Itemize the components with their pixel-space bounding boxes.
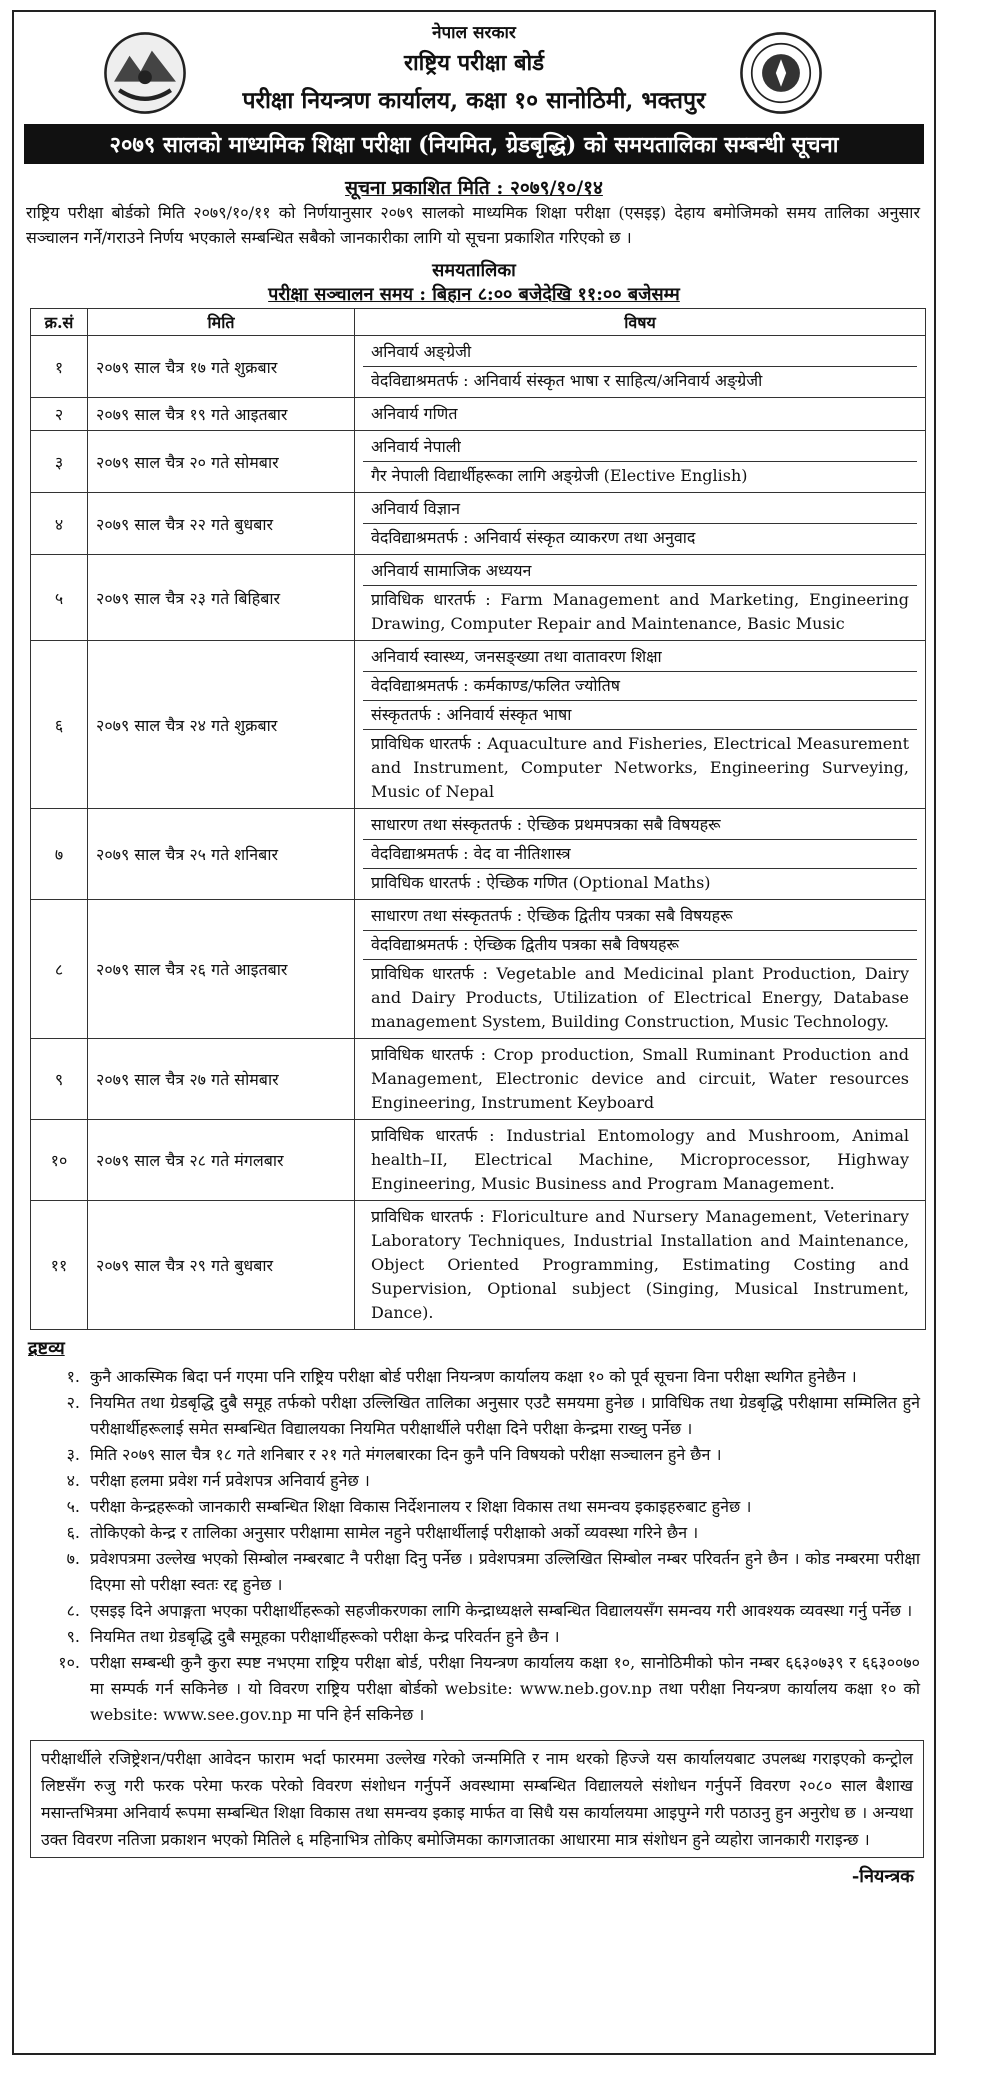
row-serial-number: ६ — [31, 641, 88, 809]
office-name: परीक्षा नियन्त्रण कार्यालय, कक्षा १० सानोठिमी, भक्तपुर — [242, 87, 706, 114]
row-date: २०७९ साल चैत्र २८ गते मंगलबार — [88, 1120, 355, 1201]
note-item — [14, 1650, 934, 1728]
note-number: ७. — [66, 1549, 80, 1568]
note-number: ३. — [66, 1445, 80, 1464]
row-date: २०७९ साल चैत्र १९ गते आइतबार — [88, 398, 355, 431]
row-serial-number: ५ — [31, 555, 88, 641]
nepal-emblem-icon — [102, 30, 188, 116]
table-row — [31, 1201, 926, 1330]
table-row — [31, 336, 926, 398]
subject-entry: अनिवार्य नेपाली — [363, 433, 917, 462]
note-text: तोकिएको केन्द्र र तालिका अनुसार परीक्षामा सामेल नहुने परीक्षार्थीलाई परीक्षाको अर्को व्यवस्था गरिने छैन । — [90, 1523, 699, 1542]
board-name: राष्ट्रिय परीक्षा बोर्ड — [403, 50, 544, 76]
subject-entry: साधारण तथा संस्कृततर्फ : ऐच्छिक द्वितीय पत्रका सबै विषयहरू — [363, 902, 917, 931]
table-row — [31, 1039, 926, 1120]
table-row — [31, 493, 926, 555]
correction-notice-box: परीक्षार्थीले रजिष्ट्रेशन/परीक्षा आवेदन फाराम भर्दा फारममा उल्लेख गरेको जन्ममिति र नाम थरको हिज्जे यस कार्यालयबाट उपलब्ध गराइएको कन्ट्रोल लिष्टसँग रुजु गरी फरक परेमा फरक परेको विवरण संशोधन गर्नुपर्ने अवस्थामा सम्बन्धित विद्यालयले संशोधन गर्नुपर्ने विवरण २०८० साल बैशाख मसान्तभित्रमा अनिवार्य रूपमा सम्बन्धित शिक्षा विकास तथा समन्वय इकाइ मार्फत वा सिधै यस कार्यालयमा आइपुग्ने गरी पठाउनु हुन अनुरोध छ । अन्यथा उक्त विवरण नतिजा प्रकाशन भएको मितिले ६ महिनाभित्र तोकिए बमोजिमका कागजातका आधारमा मात्र संशोधन हुने व्यहोरा जानकारी गराइन्छ । — [30, 1740, 924, 1858]
row-serial-number: १० — [31, 1120, 88, 1201]
table-row — [31, 641, 926, 809]
note-number: २. — [66, 1393, 80, 1412]
notice-title: २०७९ सालको माध्यमिक शिक्षा परीक्षा (नियमित, ग्रेडबृद्धि) को समयतालिका सम्बन्धी सूचना — [24, 124, 924, 164]
government-name: नेपाल सरकार — [432, 23, 516, 43]
row-serial-number: २ — [31, 398, 88, 431]
table-header-row — [31, 309, 926, 336]
row-serial-number: ७ — [31, 809, 88, 900]
note-number: ४. — [66, 1471, 80, 1490]
intro-paragraph: राष्ट्रिय परीक्षा बोर्डको मिति २०७९/१०/११ को निर्णयानुसार २०७९ सालको माध्यमिक शिक्षा परीक्षा (एसइइ) देहाय बमोजिमको समय तालिका अनुसार सञ्चालन गर्ने/गराउने निर्णय भएकाले सम्बन्धित सबैको जानकारीका लागि यो सूचना प्रकाशित गरिएको छ । — [26, 203, 920, 247]
row-date: २०७९ साल चैत्र २६ गते आइतबार — [88, 900, 355, 1039]
subject-entry: अनिवार्य अङ्ग्रेजी — [363, 338, 917, 367]
note-text: प्रवेशपत्रमा उल्लेख भएको सिम्बोल नम्बरबाट नै परीक्षा दिनु पर्नेछ । प्रवेशपत्रमा उल्लिखित सिम्बोल नम्बर परिवर्तन हुने छैन । कोड नम्बरमा परीक्षा दिएमा सो परीक्षा स्वतः रद्द हुनेछ । — [90, 1549, 920, 1594]
notice-header — [14, 12, 934, 122]
note-item — [14, 1442, 934, 1468]
subject-entry: वेदविद्याश्रमतर्फ : ऐच्छिक द्वितीय पत्रका सबै विषयहरू — [363, 931, 917, 960]
subject-entry: अनिवार्य सामाजिक अध्ययन — [363, 557, 917, 586]
note-item — [14, 1364, 934, 1390]
subject-entry: वेदविद्याश्रमतर्फ : वेद वा नीतिशास्त्र — [363, 840, 917, 869]
table-row — [31, 398, 926, 431]
note-item — [14, 1468, 934, 1494]
row-date: २०७९ साल चैत्र २७ गते सोमबार — [88, 1039, 355, 1120]
subject-entry: गैर नेपाली विद्यार्थीहरूका लागि अङ्ग्रेजी (Elective English) — [371, 466, 748, 485]
row-serial-number: १ — [31, 336, 88, 398]
note-item — [14, 1494, 934, 1520]
row-subjects — [355, 431, 926, 493]
subject-entry: प्राविधिक धारतर्फ : Crop production, Small Ruminant Production and Management, Electronic device and circuit, Water resources Engineering, Instrument Keyboard — [371, 1045, 909, 1112]
table-row — [31, 1120, 926, 1201]
header-sn: क्र.सं — [31, 309, 88, 336]
row-serial-number: ८ — [31, 900, 88, 1039]
note-text: परीक्षा सम्बन्धी कुनै कुरा स्पष्ट नभएमा राष्ट्रिय परीक्षा बोर्ड, परीक्षा नियन्त्रण कार्यालय कक्षा १०, सानोठिमीको फोन नम्बर ६६३०७३९ र ६६३००७० मा सम्पर्क गर्न सकिनेछ । यो विवरण राष्ट्रिय परीक्षा बोर्डको website: www.neb.gov.np तथा परीक्षा नियन्त्रण कार्यालय कक्षा १० को website: www.see.gov.np मा पनि हेर्न सकिनेछ । — [90, 1653, 920, 1724]
row-subjects — [355, 641, 926, 809]
row-serial-number: ११ — [31, 1201, 88, 1330]
note-text: कुनै आकस्मिक बिदा पर्न गएमा पनि राष्ट्रिय परीक्षा बोर्ड परीक्षा नियन्त्रण कार्यालय कक्षा १० को पूर्व सूचना विना परीक्षा स्थगित हुनेछैन । — [90, 1367, 857, 1386]
subject-entry: प्राविधिक धारतर्फ : ऐच्छिक गणित (Optional Maths) — [371, 873, 711, 892]
table-row — [31, 555, 926, 641]
row-date: २०७९ साल चैत्र २० गते सोमबार — [88, 431, 355, 493]
note-number: ५. — [66, 1497, 80, 1516]
subject-entry: अनिवार्य विज्ञान — [363, 495, 917, 524]
subject-entry: अनिवार्य स्वास्थ्य, जनसङ्ख्या तथा वातावरण शिक्षा — [363, 643, 917, 672]
row-subjects — [355, 493, 926, 555]
row-serial-number: ३ — [31, 431, 88, 493]
note-item — [14, 1624, 934, 1650]
row-subjects — [355, 1201, 926, 1330]
note-text: एसइइ दिने अपाङ्गता भएका परीक्षार्थीहरूको सहजीकरणका लागि केन्द्राध्यक्षले सम्बन्धित विद्यालयसँग समन्वय गरी आवश्यक व्यवस्था गर्नु पर्नेछ । — [90, 1601, 913, 1620]
row-subjects — [355, 336, 926, 398]
note-number: १. — [66, 1367, 80, 1386]
header-subject: विषय — [355, 309, 926, 336]
row-date: २०७९ साल चैत्र १७ गते शुक्रबार — [88, 336, 355, 398]
header-date: मिति — [88, 309, 355, 336]
subject-entry: प्राविधिक धारतर्फ : Industrial Entomology and Mushroom, Animal health–II, Electrical Machine, Microprocessor, Highway Engineering, Music Business and Program Management. — [371, 1126, 909, 1193]
subject-entry: वेदविद्याश्रमतर्फ : अनिवार्य संस्कृत भाषा र साहित्य/अनिवार्य अङ्ग्रेजी — [371, 371, 763, 390]
note-text: परीक्षा हलमा प्रवेश गर्न प्रवेशपत्र अनिवार्य हुनेछ । — [90, 1471, 370, 1490]
note-number: ९. — [66, 1627, 80, 1646]
row-date: २०७९ साल चैत्र २९ गते बुधबार — [88, 1201, 355, 1330]
subject-entry: साधारण तथा संस्कृततर्फ : ऐच्छिक प्रथमपत्रका सबै विषयहरू — [363, 811, 917, 840]
exam-board-logo-icon — [738, 30, 824, 116]
notice-page — [12, 10, 936, 2055]
row-subjects — [355, 1039, 926, 1120]
note-item — [14, 1390, 934, 1442]
schedule-table — [30, 308, 926, 1330]
note-text: मिति २०७९ साल चैत्र १८ गते शनिबार र २१ गते मंगलबारका दिन कुनै पनि विषयको परीक्षा सञ्चालन हुने छैन । — [90, 1445, 722, 1464]
subject-entry: वेदविद्याश्रमतर्फ : अनिवार्य संस्कृत व्याकरण तथा अनुवाद — [371, 528, 696, 547]
row-subjects — [355, 1120, 926, 1201]
note-number: ८. — [66, 1601, 80, 1620]
row-subjects — [355, 900, 926, 1039]
subject-entry: प्राविधिक धारतर्फ : Farm Management and Marketing, Engineering Drawing, Computer Repair and Maintenance, Basic Music — [371, 590, 909, 633]
notes-list — [14, 1364, 934, 1728]
note-item — [14, 1546, 934, 1598]
subject-entry: प्राविधिक धारतर्फ : Floriculture and Nursery Management, Veterinary Laboratory Techniques, Industrial Installation and Maintenance, Object Oriented Programming, Estimating Costing and Supervision, Optional subject (Singing, Musical Instrument, Dance). — [371, 1207, 909, 1322]
note-number: ६. — [66, 1523, 80, 1542]
note-item — [14, 1598, 934, 1624]
row-date: २०७९ साल चैत्र २२ गते बुधबार — [88, 493, 355, 555]
note-item — [14, 1520, 934, 1546]
row-date: २०७९ साल चैत्र २५ गते शनिबार — [88, 809, 355, 900]
row-subjects — [355, 398, 926, 431]
subject-entry: प्राविधिक धारतर्फ : Vegetable and Medicinal plant Production, Dairy and Dairy Products, Utilization of Electrical Energy, Database management System, Building Construction, Music Technology. — [371, 964, 909, 1031]
table-row — [31, 900, 926, 1039]
table-row — [31, 431, 926, 493]
subject-entry: अनिवार्य गणित — [371, 404, 458, 423]
note-text: नियमित तथा ग्रेडबृद्धि दुबै समूह तर्फको परीक्षा उल्लिखित तालिका अनुसार एउटै समयमा हुनेछ । प्राविधिक तथा ग्रेडबृद्धि परीक्षामा सम्मिलित हुने परीक्षार्थीहरूलाई समेत सम्बन्धित विद्यालयका नियमित परीक्षार्थीले परीक्षा दिने परीक्षा केन्द्रमा राख्नु पर्नेछ । — [90, 1393, 920, 1438]
row-subjects — [355, 809, 926, 900]
row-date: २०७९ साल चैत्र २४ गते शुक्रबार — [88, 641, 355, 809]
note-text: परीक्षा केन्द्रहरूको जानकारी सम्बन्धित शिक्षा विकास निर्देशनालय र शिक्षा विकास तथा समन्वय इकाइहरुबाट हुनेछ । — [90, 1497, 752, 1516]
published-date: सूचना प्रकाशित मिति : २०७९/१०/१४ — [345, 177, 603, 199]
row-serial-number: ९ — [31, 1039, 88, 1120]
row-date: २०७९ साल चैत्र २३ गते बिहिबार — [88, 555, 355, 641]
subject-entry: संस्कृततर्फ : अनिवार्य संस्कृत भाषा — [363, 701, 917, 730]
signature: -नियन्त्रक — [851, 1866, 914, 1887]
note-text: नियमित तथा ग्रेडबृद्धि दुबै समूहका परीक्षार्थीहरूको परीक्षा केन्द्र परिवर्तन हुने छैन । — [90, 1627, 560, 1646]
table-row — [31, 809, 926, 900]
row-serial-number: ४ — [31, 493, 88, 555]
note-number: १०. — [58, 1653, 80, 1672]
schedule-title: समयतालिका — [432, 260, 516, 281]
subject-entry: वेदविद्याश्रमतर्फ : कर्मकाण्ड/फलित ज्योतिष — [363, 672, 917, 701]
notes-heading: द्रष्टव्य — [28, 1338, 65, 1359]
subject-entry: प्राविधिक धारतर्फ : Aquaculture and Fisheries, Electrical Measurement and Instrument, Computer Networks, Engineering Surveying, Music of Nepal — [371, 734, 909, 801]
row-subjects — [355, 555, 926, 641]
exam-time: परीक्षा सञ्चालन समय : बिहान ८:०० बजेदेखि ११:०० बजेसम्म — [268, 284, 680, 305]
